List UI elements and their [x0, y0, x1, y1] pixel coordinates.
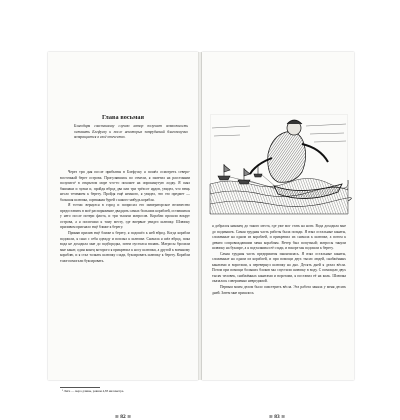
right-page-body [212, 224, 346, 296]
page-number: 82 [120, 414, 126, 420]
folio-ornament: ≋ [114, 415, 119, 420]
folio-ornament: ≋ [268, 415, 273, 420]
folio-ornament: ≋ [281, 415, 286, 420]
right-page [202, 52, 354, 420]
paragraph: Первым моим делом было смастерить вёсла. Эта работа заняла у меня десять дней. Затем мне пришлось [212, 285, 346, 295]
page-number-right [202, 414, 352, 420]
paragraph: Я тотчас вернулся в город и попросил его императорское величество предоставить в моё распоряжение двадцать самых больших кораблей, оставшихся у него после потери флота, и три тысячи матросов. Корабли прошли вокруг острова, а я поспешил к тому месту, где впервые увидел шлюпку. Шлюпку приливом пригнало ещё ближе к берегу. [60, 203, 190, 230]
paragraph: Через три дня после прибытия в Блефуску я пошёл осмотреть северо-восточный берег острова. Прогулявшись по отмели, я заметил на расстоянии полулиги¹ в открытом море что-то похожее на опрокинутую лодку. Я снял башмаки и чулки и, пройдя вброд два или три трёхсот ярдов, увидел, что вещь несло течением к берегу. Пройдя ещё немного, я увидел, что это предмет — большая шлюпка, сорванная бурей с какого-нибудь корабля. [60, 170, 190, 202]
sea-waves [210, 178, 348, 214]
chapter-epigraph: Благодаря счастливому случаю автор получает возможность оставить Блефуску и после некоторых затруднений благополучно возвращается в своё отечество. [74, 124, 188, 140]
giant-figure [250, 120, 328, 182]
engraving-illustration [210, 114, 348, 214]
footnote: ¹ Лига — мера длины, равная 4,83 километра. [62, 389, 125, 393]
paragraph: Приняв прилив ещё ближе к берегу, я подошёл к ней вброд. Когда корабли подошли, я снял с себя одежду и поплыл к шлюпке. Сначала я шёл вброд, пока вода не доходила мне до подбородка, затем пустился вплавь. Матросы бросили мне канат, один конец которого я прикрепил к носу шлюпки, а другой к военному кораблю, и я стал толкать шлюпку сзади, буксировать шлюпку к берегу. Корабли тоже помогали буксировать. [60, 231, 190, 263]
footnote-divider [60, 387, 100, 388]
chapter-title: Глава восьмая [101, 114, 145, 121]
left-page [48, 52, 198, 420]
page-number-left [48, 414, 198, 420]
page-number: 83 [274, 414, 280, 420]
paragraph: я добрался наконец до такого места, где уже мог стать на ноги. Вода доходила мне до подмышек. Самая трудная часть работы была позади. Я взял остальные канаты, сложенные на одном из кораблей, и прикрепил их сначала к шлюпке, а потом к девяти сопровождавшим меня кораблям. Ветер был попутный; матросы тянули шлюпку на буксире, а я подталкивал её сзади, и вскоре мы подошли к берегу. [212, 224, 346, 251]
left-page-body [60, 170, 190, 264]
folio-ornament: ≋ [127, 415, 132, 420]
paragraph: Самая трудная часть предприятия закончилась. Я взял остальные канаты, сложенные на одном из кораблей, и при помощи двух тысяч людей, снабжённых канатами и воротами, я перевернул шлюпку на дно. Десять дней я делал вёсла. Потом при помощи больших блоков мы спустили шлюпку в воду. С помощью двух тысяч человек, снабжённых канатами и воротами, я поставил её на киль. Шлюпка оказалась совершенно невредимой. [212, 251, 346, 284]
